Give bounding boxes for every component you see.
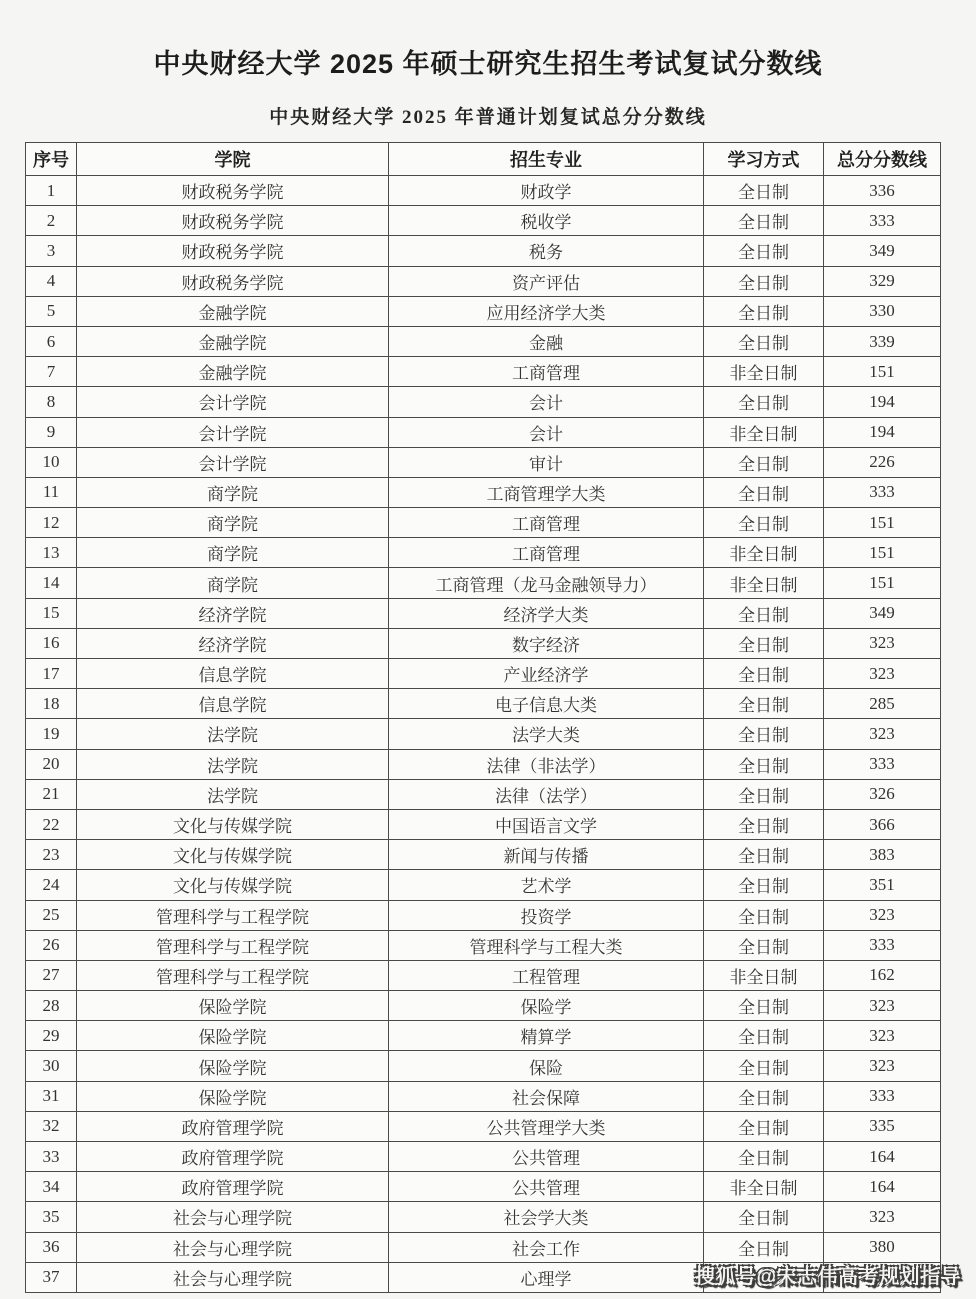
cell-score: 323 [824,991,941,1021]
cell-mode: 全日制 [704,326,824,356]
table-row [26,1232,941,1262]
cell-no: 28 [26,991,77,1021]
cell-score: 326 [824,779,941,809]
cell-major: 管理科学与工程大类 [389,930,704,960]
cell-score: 151 [824,357,941,387]
table-row [26,628,941,658]
cell-no: 37 [26,1262,77,1292]
cell-no: 19 [26,719,77,749]
cell-no: 1 [26,176,77,206]
table-row [26,266,941,296]
cell-major: 工商管理（龙马金融领导力） [389,568,704,598]
cell-college: 政府管理学院 [77,1172,389,1202]
cell-score: 151 [824,568,941,598]
cell-major: 公共管理学大类 [389,1111,704,1141]
cell-score: 349 [824,236,941,266]
table-row [26,236,941,266]
cell-college: 商学院 [77,568,389,598]
cell-no: 17 [26,659,77,689]
cell-no: 35 [26,1202,77,1232]
cell-mode: 全日制 [704,508,824,538]
cell-no: 6 [26,326,77,356]
cell-major: 法律（法学） [389,779,704,809]
cell-no: 26 [26,930,77,960]
cell-no: 4 [26,266,77,296]
cell-mode: 全日制 [704,1081,824,1111]
table-row [26,1142,941,1172]
cell-score: 194 [824,417,941,447]
cell-mode: 全日制 [704,659,824,689]
cell-score: 194 [824,387,941,417]
score-table [25,142,941,1293]
cell-college: 社会与心理学院 [77,1262,389,1292]
cell-college: 法学院 [77,779,389,809]
cell-score: 323 [824,659,941,689]
table-row [26,508,941,538]
cell-college: 法学院 [77,749,389,779]
cell-major: 工商管理学大类 [389,477,704,507]
cell-score: 330 [824,296,941,326]
cell-college: 政府管理学院 [77,1111,389,1141]
cell-college: 信息学院 [77,659,389,689]
cell-major: 工商管理 [389,508,704,538]
cell-college: 商学院 [77,538,389,568]
cell-no: 20 [26,749,77,779]
cell-major: 金融 [389,326,704,356]
table-row [26,326,941,356]
cell-college: 会计学院 [77,417,389,447]
cell-no: 31 [26,1081,77,1111]
table-row [26,900,941,930]
cell-major: 财政学 [389,176,704,206]
table-caption: 中央财经大学 2025 年普通计划复试总分分数线 [269,107,707,128]
cell-no: 10 [26,447,77,477]
cell-score: 335 [824,1111,941,1141]
cell-score: 333 [824,477,941,507]
table-row [26,1202,941,1232]
cell-score: 380 [824,1232,941,1262]
table-row [26,991,941,1021]
cell-no: 18 [26,689,77,719]
cell-score: 366 [824,809,941,839]
cell-score: 164 [824,1142,941,1172]
cell-mode: 非全日制 [704,568,824,598]
cell-college: 财政税务学院 [77,266,389,296]
cell-major: 产业经济学 [389,659,704,689]
cell-college: 社会与心理学院 [77,1202,389,1232]
cell-major: 保险 [389,1051,704,1081]
cell-mode: 全日制 [704,1232,824,1262]
col-header-mode: 学习方式 [704,143,824,176]
cell-college: 会计学院 [77,447,389,477]
cell-major: 工程管理 [389,960,704,990]
cell-major: 工商管理 [389,357,704,387]
table-row [26,659,941,689]
cell-mode: 全日制 [704,779,824,809]
cell-major: 社会工作 [389,1232,704,1262]
cell-no: 3 [26,236,77,266]
header-row [26,143,941,176]
cell-mode: 非全日制 [704,417,824,447]
cell-major: 税务 [389,236,704,266]
col-header-no: 序号 [26,143,77,176]
cell-score: 333 [824,206,941,236]
cell-mode: 全日制 [704,447,824,477]
cell-college: 保险学院 [77,1051,389,1081]
cell-score: 333 [824,1081,941,1111]
col-header-score: 总分分数线 [824,143,941,176]
table-row [26,749,941,779]
cell-mode: 全日制 [704,689,824,719]
cell-college: 信息学院 [77,689,389,719]
cell-no: 9 [26,417,77,447]
cell-score: 333 [824,930,941,960]
cell-no: 8 [26,387,77,417]
table-row [26,719,941,749]
table-row [26,387,941,417]
cell-mode: 非全日制 [704,1172,824,1202]
cell-college: 管理科学与工程学院 [77,900,389,930]
cell-score: 151 [824,508,941,538]
cell-mode: 全日制 [704,900,824,930]
cell-no: 22 [26,809,77,839]
cell-no: 29 [26,1021,77,1051]
cell-score: 323 [824,719,941,749]
cell-college: 社会与心理学院 [77,1232,389,1262]
cell-no: 5 [26,296,77,326]
cell-college: 财政税务学院 [77,176,389,206]
cell-score: 323 [824,1021,941,1051]
cell-college: 管理科学与工程学院 [77,960,389,990]
table-row [26,447,941,477]
cell-no: 25 [26,900,77,930]
col-header-college: 学院 [77,143,389,176]
table-row [26,477,941,507]
table-row [26,870,941,900]
cell-major: 公共管理 [389,1142,704,1172]
cell-college: 财政税务学院 [77,236,389,266]
cell-major: 艺术学 [389,870,704,900]
cell-major: 保险学 [389,991,704,1021]
cell-major: 数字经济 [389,628,704,658]
cell-mode: 全日制 [704,1111,824,1141]
cell-mode: 全日制 [704,749,824,779]
cell-major: 工商管理 [389,538,704,568]
cell-major: 经济学大类 [389,598,704,628]
cell-major: 审计 [389,447,704,477]
cell-score: 339 [824,326,941,356]
cell-mode: 非全日制 [704,960,824,990]
cell-score: 349 [824,598,941,628]
cell-no: 34 [26,1172,77,1202]
cell-no: 21 [26,779,77,809]
cell-mode: 全日制 [704,991,824,1021]
table-row [26,538,941,568]
cell-college: 文化与传媒学院 [77,840,389,870]
cell-no: 12 [26,508,77,538]
cell-mode: 全日制 [704,1021,824,1051]
cell-no: 36 [26,1232,77,1262]
table-row [26,960,941,990]
cell-score: 151 [824,538,941,568]
cell-college: 保险学院 [77,1081,389,1111]
cell-major: 新闻与传播 [389,840,704,870]
cell-mode: 全日制 [704,598,824,628]
cell-major: 投资学 [389,900,704,930]
cell-no: 23 [26,840,77,870]
cell-score: 336 [824,176,941,206]
watermark: 搜狐号@宋志伟高考规划指导 [695,1266,962,1288]
cell-college: 文化与传媒学院 [77,809,389,839]
cell-mode: 全日制 [704,236,824,266]
table-row [26,840,941,870]
cell-college: 文化与传媒学院 [77,870,389,900]
table-row [26,598,941,628]
cell-score: 164 [824,1172,941,1202]
cell-no: 30 [26,1051,77,1081]
cell-mode: 全日制 [704,176,824,206]
cell-score: 323 [824,1051,941,1081]
cell-college: 金融学院 [77,357,389,387]
cell-mode: 全日制 [704,840,824,870]
table-row [26,1111,941,1141]
cell-score: 162 [824,960,941,990]
cell-no: 27 [26,960,77,990]
cell-mode: 全日制 [704,477,824,507]
cell-major: 社会保障 [389,1081,704,1111]
cell-mode: 非全日制 [704,357,824,387]
cell-score: 351 [824,870,941,900]
cell-college: 保险学院 [77,991,389,1021]
cell-major: 精算学 [389,1021,704,1051]
cell-college: 政府管理学院 [77,1142,389,1172]
cell-mode: 全日制 [704,206,824,236]
cell-no: 16 [26,628,77,658]
cell-college: 经济学院 [77,628,389,658]
table-row [26,206,941,236]
cell-college: 金融学院 [77,296,389,326]
cell-score: 323 [824,1202,941,1232]
cell-no: 33 [26,1142,77,1172]
cell-major: 社会学大类 [389,1202,704,1232]
cell-college: 保险学院 [77,1021,389,1051]
cell-major: 公共管理 [389,1172,704,1202]
table-row [26,417,941,447]
table-row [26,779,941,809]
cell-college: 管理科学与工程学院 [77,930,389,960]
cell-major: 应用经济学大类 [389,296,704,326]
cell-mode: 全日制 [704,387,824,417]
table-row [26,1051,941,1081]
table-row [26,930,941,960]
table-row [26,176,941,206]
cell-mode: 全日制 [704,1051,824,1081]
cell-college: 金融学院 [77,326,389,356]
cell-score: 333 [824,749,941,779]
cell-no: 15 [26,598,77,628]
cell-mode: 全日制 [704,930,824,960]
cell-score: 329 [824,266,941,296]
table-row [26,296,941,326]
cell-mode: 全日制 [704,719,824,749]
table-row [26,1172,941,1202]
cell-major: 会计 [389,417,704,447]
cell-major: 会计 [389,387,704,417]
cell-score: 226 [824,447,941,477]
cell-no: 13 [26,538,77,568]
cell-major: 法律（非法学） [389,749,704,779]
cell-mode: 全日制 [704,266,824,296]
cell-score: 323 [824,628,941,658]
cell-no: 32 [26,1111,77,1141]
cell-no: 2 [26,206,77,236]
cell-mode: 非全日制 [704,538,824,568]
cell-college: 商学院 [77,477,389,507]
cell-no: 14 [26,568,77,598]
table-row [26,1021,941,1051]
page-title: 中央财经大学 2025 年硕士研究生招生考试复试分数线 [153,49,823,79]
table-row [26,809,941,839]
cell-mode: 全日制 [704,809,824,839]
table-row [26,357,941,387]
cell-major: 法学大类 [389,719,704,749]
cell-mode: 全日制 [704,296,824,326]
cell-mode: 全日制 [704,628,824,658]
cell-mode: 全日制 [704,870,824,900]
cell-major: 税收学 [389,206,704,236]
cell-major: 心理学 [389,1262,704,1292]
cell-college: 财政税务学院 [77,206,389,236]
cell-score: 323 [824,900,941,930]
cell-major: 中国语言文学 [389,809,704,839]
score-table-body [26,176,941,1293]
col-header-major: 招生专业 [389,143,704,176]
cell-college: 经济学院 [77,598,389,628]
cell-major: 资产评估 [389,266,704,296]
cell-no: 24 [26,870,77,900]
cell-score: 285 [824,689,941,719]
cell-score: 383 [824,840,941,870]
cell-college: 法学院 [77,719,389,749]
cell-no: 11 [26,477,77,507]
cell-college: 会计学院 [77,387,389,417]
cell-mode: 全日制 [704,1142,824,1172]
table-row [26,689,941,719]
cell-no: 7 [26,357,77,387]
score-table-header [26,143,941,176]
table-row [26,568,941,598]
cell-mode: 全日制 [704,1202,824,1232]
cell-college: 商学院 [77,508,389,538]
cell-major: 电子信息大类 [389,689,704,719]
table-row [26,1081,941,1111]
